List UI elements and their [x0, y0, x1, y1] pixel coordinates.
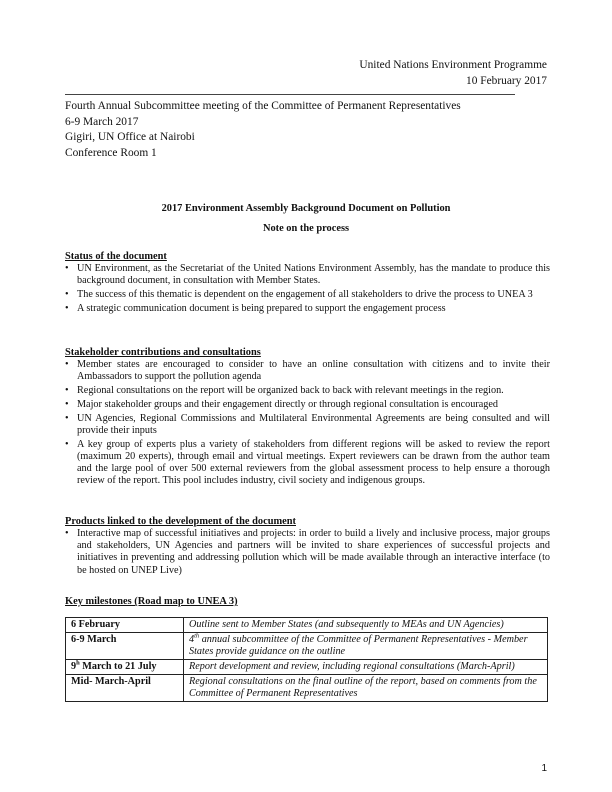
- bullet-icon: •: [65, 359, 69, 370]
- section-heading: Stakeholder contributions and consultations: [65, 347, 261, 358]
- document-header: [359, 57, 547, 89]
- milestone-date: 6-9 March: [66, 633, 184, 660]
- list-item: • UN Environment, as the Secretariat of the United Nations Environment Assembly, has the mandate to produce this background document, in consultation with Member States.: [65, 263, 550, 287]
- list-item: • Regional consultations on the report will be organized back to back with relevant meetings in the region.: [65, 385, 504, 396]
- table-row: [66, 660, 548, 675]
- bullet-icon: •: [65, 438, 69, 450]
- milestone-date: 6 February: [66, 618, 184, 633]
- table-row: [66, 675, 548, 702]
- bullet-icon: •: [65, 263, 69, 274]
- list-item: • Interactive map of successful initiatives and projects: in order to build a lively and inclusive process, major groups and stakeholders, UN Agencies and partners will be invited to share experiences of successful projects and initiatives in preventing and addressing pollution which will be made available through an interactive interface (to be hosted on UNEP Live): [65, 528, 550, 576]
- list-item: • A strategic communication document is being prepared to support the engagement process: [65, 302, 446, 314]
- section-stakeholders: [65, 347, 550, 489]
- bullet-icon: •: [65, 385, 69, 396]
- header-rule: [65, 94, 515, 95]
- meeting-venue: Gigiri, UN Office at Nairobi: [65, 131, 195, 143]
- list-item: • A key group of experts plus a variety of stakeholders from different regions will be asked to review the report (maximum 20 experts), through email and virtual meetings. Expert reviewers can be drawn from the author team and the large pool of over 500 external reviewers from the global assessment process to help ensure a thorough review of the report. This pool includes industry, civil society and indigenous groups.: [65, 438, 550, 487]
- section-status: [65, 251, 550, 317]
- table-row: [66, 633, 548, 660]
- section-heading: Status of the document: [65, 251, 167, 262]
- bullet-icon: •: [65, 398, 69, 410]
- milestone-text: Report development and review, including regional consultations (March-April): [184, 660, 548, 675]
- document-subtitle: Note on the process: [262, 223, 350, 234]
- list-item: • Major stakeholder groups and their engagement directly or through regional consultation is encouraged: [65, 398, 498, 410]
- section-milestones: [65, 596, 550, 608]
- list-item: • UN Agencies, Regional Commissions and Multilateral Environmental Agreements are being consulted and will provide their inputs: [65, 412, 550, 436]
- milestone-text: Regional consultations on the final outline of the report, based on comments from the Committee of Permanent Representatives: [184, 675, 548, 702]
- bullet-icon: •: [65, 412, 69, 424]
- section-products: [65, 516, 550, 578]
- bullet-icon: •: [65, 289, 69, 300]
- bullet-icon: •: [65, 302, 69, 314]
- organization-name: United Nations Environment Programme: [359, 59, 547, 71]
- bullet-icon: •: [65, 528, 69, 539]
- section-heading: Products linked to the development of the document: [65, 516, 296, 527]
- page-number: 1: [541, 763, 547, 774]
- list-item: • Member states are encouraged to consider to have an online consultation with citizens and to invite their Ambassadors to support the pollution agenda: [65, 359, 550, 383]
- milestone-text: Outline sent to Member States (and subsequently to MEAs and UN Agencies): [184, 618, 548, 633]
- milestones-table: [65, 617, 548, 702]
- table-row: [66, 618, 548, 633]
- section-heading: Key milestones (Road map to UNEA 3): [65, 596, 238, 607]
- meeting-info: [65, 99, 461, 161]
- document-date: 10 February 2017: [466, 75, 547, 87]
- milestone-text: 4th annual subcommittee of the Committee of Permanent Representatives - Member States provide guidance on the outline: [184, 633, 548, 660]
- meeting-title: Fourth Annual Subcommittee meeting of the Committee of Permanent Representatives: [65, 100, 461, 112]
- milestone-date: 9$^h$ March to 21 July: [66, 660, 184, 675]
- list-item: • The success of this thematic is dependent on the engagement of all stakeholders to drive the process to UNEA 3: [65, 289, 533, 300]
- milestone-date: Mid- March-April: [66, 675, 184, 702]
- document-title: 2017 Environment Assembly Background Document on Pollution: [161, 203, 451, 214]
- meeting-dates: 6-9 March 2017: [65, 115, 139, 128]
- meeting-room: Conference Room 1: [65, 146, 157, 159]
